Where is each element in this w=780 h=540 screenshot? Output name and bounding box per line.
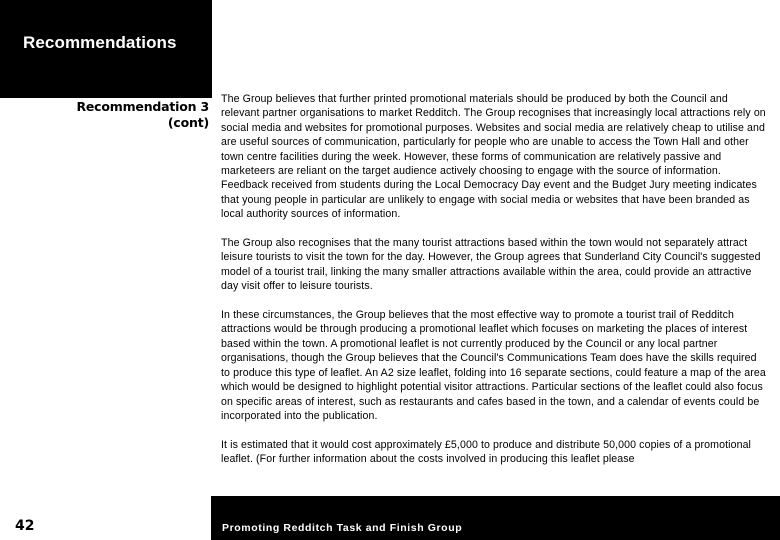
paragraph: It is estimated that it would cost approximately £5,000 to produce and distribute 50,000 copies of a promotional leaflet. (For further information about the costs involved in producing this leaflet please (221, 438, 752, 466)
section-title: Recommendations (23, 33, 177, 52)
footer-banner (211, 496, 780, 540)
paragraph: In these circumstances, the Group believes that the most effective way to promote a tourist trail of Redditch attractions would be through producing a promotional leaflet which focuses on marketing the places of interest based within the town. A promotional leaflet is not currently produced by the Council or any local partner organisations, though the Group believes that the Council's Communications Team does have the skills required to produce this type of leaflet. An A2 size leaflet, folding into 16 separate sections, could feature a map of the area which would be designed to highlight potential visitor attractions. Particular sections of the leaflet could also focus on specific areas of interest, such as restaurants and cafes based in the town, and a calendar of events could be incorporated into the publication. (221, 309, 766, 422)
recommendation-continued: (cont) (167, 115, 209, 130)
paragraph: The Group believes that further printed promotional materials should be produced by both the Council and relevant partner organisations to market Redditch. The Group recognises that increasingly local attractions rely on social media and websites for promotional purposes. Websites and social media are relatively cheap to utilise and are useful sources of communication, particularly for people who are unable to access the Town Hall and other town centre facilities during the week. However, these forms of communication are relatively passive and marketeers are reliant on the target audience actively choosing to engage with the source of information. Feedback received from students during the Local Democracy Day event and the Budget Jury meeting indicates that young people in particular are unlikely to engage with social media or websites that have been branded as local authority sources of information. (221, 93, 766, 221)
body-text (221, 92, 766, 481)
footer-group-name: Promoting Redditch Task and Finish Group (222, 522, 463, 534)
page-number: 42 (15, 518, 35, 534)
header-banner (0, 0, 212, 98)
recommendation-number: Recommendation 3 (76, 99, 209, 114)
paragraph: The Group also recognises that the many tourist attractions based within the town would not separately attract leisure tourists to visit the town for the day. However, the Group agrees that Sunderland City Council's suggested model of a tourist trail, linking the many smaller attractions available within the area, could provide an attractive day visit offer to leisure tourists. (221, 237, 761, 293)
recommendation-label (76, 99, 209, 131)
